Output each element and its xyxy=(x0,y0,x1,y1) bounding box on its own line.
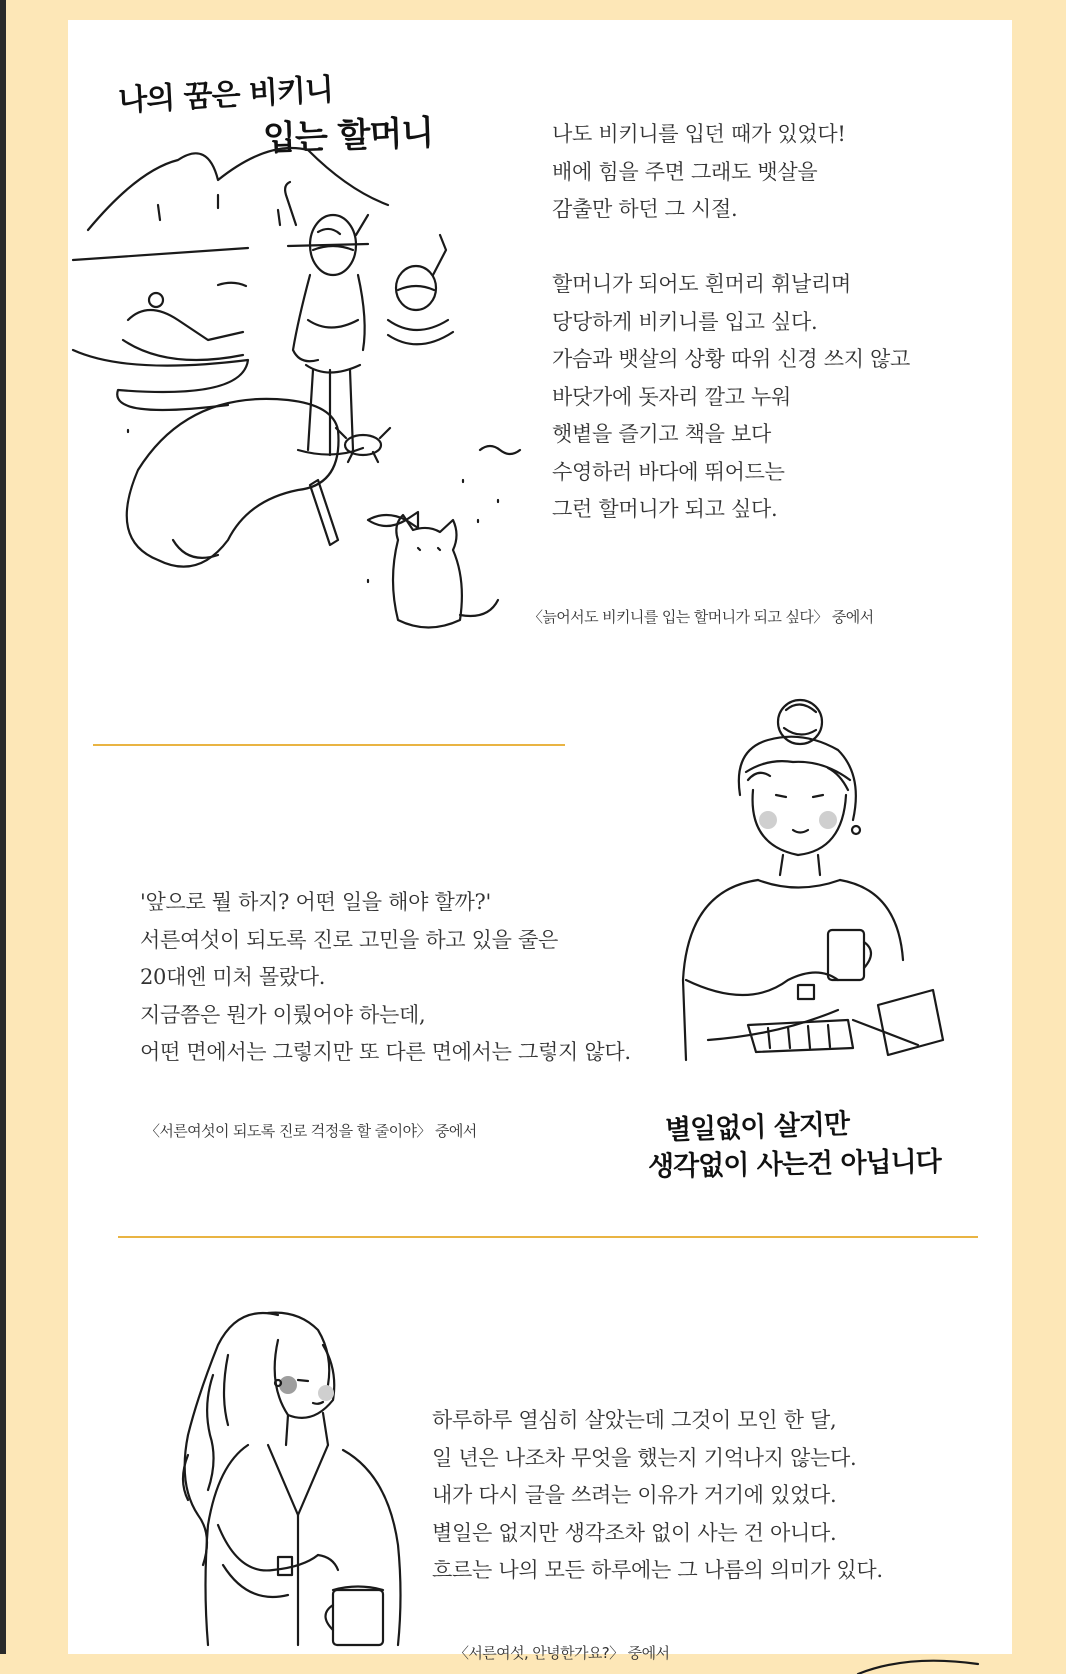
poem-line: 그런 할머니가 되고 싶다. xyxy=(552,497,778,521)
poem-line: 일 년은 나조차 무엇을 했는지 기억나지 않는다. xyxy=(432,1445,857,1470)
poem-line: 나도 비키니를 입던 때가 있었다! xyxy=(552,122,846,146)
handwritten-caption-line1: 별일없이 살지만 xyxy=(664,1108,850,1147)
book-page xyxy=(68,20,1012,1662)
beach-illustration xyxy=(68,20,588,640)
poem-line: 어떤 면에서는 그렇지만 또 다른 면에서는 그렇지 않다. xyxy=(140,1040,631,1064)
left-frame-edge xyxy=(0,0,6,1654)
poem-line: 지금쯤은 뭔가 이뤘어야 하는데, xyxy=(140,1002,426,1027)
section1-source: 〈늙어서도 비키니를 입는 할머니가 되고 싶다〉 중에서 xyxy=(528,608,874,626)
section3-poem xyxy=(432,1402,883,1590)
poem-line: 20대엔 미처 몰랐다. xyxy=(140,965,326,989)
section1-poem xyxy=(552,116,910,529)
section2-source: 〈서른여섯이 되도록 진로 걱정을 할 줄이야〉 중에서 xyxy=(145,1122,477,1140)
poem-line: 내가 다시 글을 쓰려는 이유가 거기에 있었다. xyxy=(432,1483,837,1507)
handwritten-title-line1: 나의 꿈은 비키니 xyxy=(117,72,334,119)
poem-line: 감출만 하던 그 시절. xyxy=(552,197,738,221)
poem-line: 하루하루 열심히 살았는데 그것이 모인 한 달, xyxy=(432,1408,837,1432)
poem-line: 할머니가 되어도 흰머리 휘날리며 xyxy=(552,272,851,296)
poem-line xyxy=(552,229,910,267)
section-divider xyxy=(118,1236,978,1238)
poem-line: 별일은 없지만 생각조차 없이 사는 건 아니다. xyxy=(432,1520,837,1545)
section2-poem xyxy=(140,884,631,1072)
poem-line: '앞으로 뭘 하지? 어떤 일을 해야 할까?' xyxy=(140,890,491,914)
section-divider xyxy=(93,744,565,746)
woman-with-coffee-illustration xyxy=(628,680,1008,1120)
poem-line: 햇볕을 즐기고 책을 보다 xyxy=(552,422,771,446)
poem-line: 가슴과 뱃살의 상황 따위 신경 쓰지 않고 xyxy=(552,347,911,371)
poem-line: 흐르는 나의 모든 하루에는 그 나름의 의미가 있다. xyxy=(432,1558,883,1582)
handwritten-caption-line2: 생각없이 사는건 아닙니다 xyxy=(647,1146,942,1183)
handwritten-title-line2: 입는 할머니 xyxy=(262,113,434,159)
section3-source: 〈서른여섯, 안녕한가요?〉 중에서 xyxy=(454,1644,670,1662)
poem-line: 당당하게 비키니를 입고 싶다. xyxy=(552,309,818,334)
poem-line: 바닷가에 돗자리 깔고 누워 xyxy=(552,384,791,409)
poem-line: 배에 힘을 주면 그래도 뱃살을 xyxy=(552,159,818,184)
poem-line: 수영하러 바다에 뛰어드는 xyxy=(552,459,785,484)
poem-line: 서른여섯이 되도록 진로 고민을 하고 있을 줄은 xyxy=(140,927,558,952)
